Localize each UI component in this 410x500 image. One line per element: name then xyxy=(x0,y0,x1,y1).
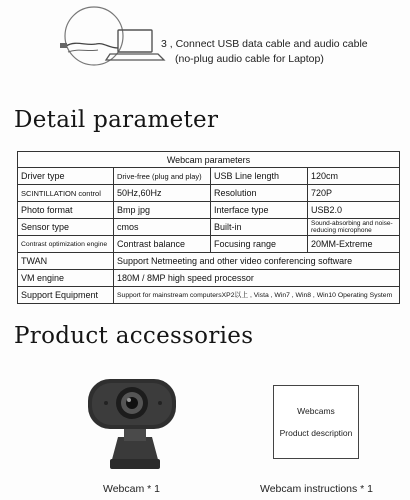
param-value: Support for mainstream computersXP2以上 , Vista , Win7 , Win8 , Win10 Operating System xyxy=(114,287,400,304)
param-value: 720P xyxy=(308,185,400,202)
param-name: Resolution xyxy=(211,185,308,202)
param-value: USB2.0 xyxy=(308,202,400,219)
instruction-note-line: (no-plug audio cable for Laptop) xyxy=(175,53,324,65)
param-name: TWAN xyxy=(18,253,114,270)
param-name: Contrast optimization engine xyxy=(18,236,114,253)
webcam-parameter-table xyxy=(17,151,400,304)
param-value: 20MM-Extreme xyxy=(308,236,400,253)
param-name: SCINTILLATION control xyxy=(18,185,114,202)
instruction-card-image xyxy=(273,385,359,459)
param-value: cmos xyxy=(114,219,211,236)
param-value: 180M / 8MP high speed processor xyxy=(114,270,400,287)
card-subtitle: Product description xyxy=(279,428,353,438)
webcam-accessory-label: Webcam * 1 xyxy=(103,483,160,495)
param-name: USB Line length xyxy=(211,168,308,185)
table-row xyxy=(18,202,400,219)
table-caption-row xyxy=(18,152,400,168)
param-name: Built-in xyxy=(211,219,308,236)
param-name: Photo format xyxy=(18,202,114,219)
laptop-connection-illustration xyxy=(46,6,166,68)
table-row xyxy=(18,287,400,304)
param-value: 120cm xyxy=(308,168,400,185)
instructions-accessory-label: Webcam instructions * 1 xyxy=(260,483,374,495)
param-name: Support Equipment xyxy=(18,287,114,304)
param-name: Driver type xyxy=(18,168,114,185)
param-value: Contrast balance xyxy=(114,236,211,253)
table-row xyxy=(18,236,400,253)
param-name: VM engine xyxy=(18,270,114,287)
param-value: Sound-absorbing and noise-reducing microphone xyxy=(308,219,400,236)
table-row xyxy=(18,219,400,236)
param-name: Focusing range xyxy=(211,236,308,253)
table-row xyxy=(18,253,400,270)
table-row xyxy=(18,270,400,287)
param-value: 50Hz,60Hz xyxy=(114,185,211,202)
table-row xyxy=(18,185,400,202)
param-name: Sensor type xyxy=(18,219,114,236)
param-name: Interface type xyxy=(211,202,308,219)
param-value: Bmp jpg xyxy=(114,202,211,219)
param-value: Support Netmeeting and other video conferencing software xyxy=(114,253,400,270)
detail-parameter-heading: Detail parameter xyxy=(14,107,219,133)
card-title: Webcams xyxy=(297,406,335,416)
param-value: Drive-free (plug and play) xyxy=(114,168,211,185)
table-row xyxy=(18,168,400,185)
product-accessories-heading: Product accessories xyxy=(14,323,254,349)
webcam-product-image xyxy=(80,367,190,477)
instruction-step-line: 3 , Connect USB data cable and audio cable xyxy=(161,38,368,50)
table-caption: Webcam parameters xyxy=(18,152,400,168)
